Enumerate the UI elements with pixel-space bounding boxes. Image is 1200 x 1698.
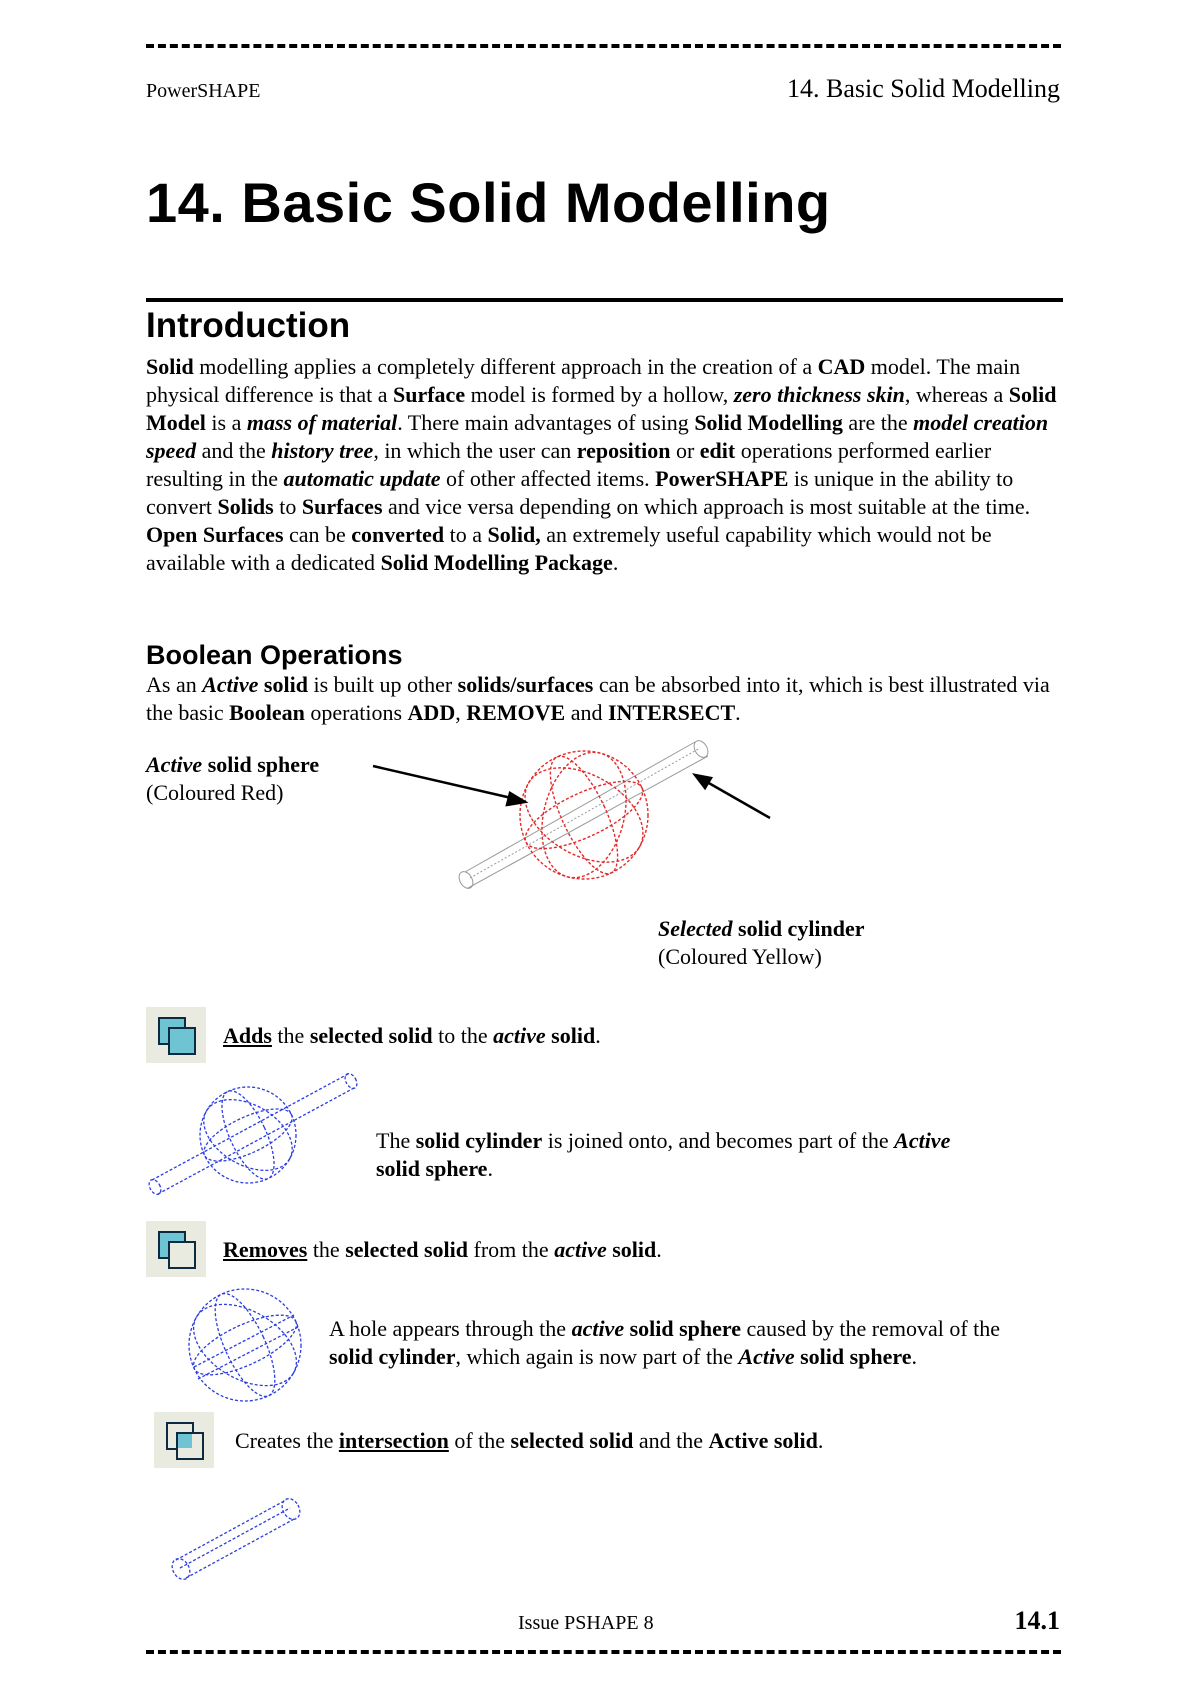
text: .	[595, 1023, 601, 1048]
text: and	[565, 700, 608, 725]
header-rule	[146, 44, 1061, 48]
footer-page-number: 14.1	[1014, 1606, 1060, 1635]
text: to	[273, 494, 302, 519]
text: model is formed by a hollow,	[465, 382, 734, 407]
arrow-to-sphere	[373, 766, 525, 805]
footer-issue: Issue PSHAPE 8	[518, 1612, 654, 1634]
text-bold: Open Surfaces	[146, 522, 284, 547]
text-bold: Solid	[146, 354, 194, 379]
text: can be	[283, 522, 352, 547]
header-product: PowerSHAPE	[146, 80, 261, 102]
remove-icon[interactable]	[146, 1221, 206, 1277]
text-bold: Solid Model	[146, 382, 1057, 435]
text: is joined onto, and becomes part of the	[542, 1128, 895, 1153]
add-description	[223, 1022, 601, 1050]
text: .	[911, 1344, 918, 1369]
text: the	[307, 1237, 346, 1262]
text: caused by the removal of the	[741, 1316, 1001, 1341]
footer-rule	[146, 1650, 1061, 1654]
text-bold: Solid,	[487, 522, 541, 547]
text-bold: solid cylinder	[415, 1128, 543, 1153]
text: .	[735, 700, 741, 725]
text: an extremely useful capability which would not be available with a dedicated	[146, 522, 992, 575]
text-bold: Solid Modelling Package	[380, 550, 613, 575]
text: , whereas a	[904, 382, 1009, 407]
text-bold: edit	[699, 438, 736, 463]
text-bold: Solids	[217, 494, 274, 519]
text-bold: REMOVE	[466, 700, 566, 725]
intersect-description	[235, 1427, 823, 1455]
text-bold: solid sphere	[376, 1156, 488, 1181]
text: of the	[448, 1428, 511, 1453]
text: is built up other	[307, 672, 458, 697]
text-bold: selected solid	[345, 1237, 469, 1262]
text: model. The main physical difference is that a	[146, 354, 1021, 407]
text: to the	[432, 1023, 494, 1048]
text: A hole appears through the	[329, 1316, 572, 1341]
text-bold-underline: Adds	[223, 1023, 272, 1048]
text: of other affected items.	[440, 466, 656, 491]
text: ,	[455, 700, 467, 725]
text: Creates the	[235, 1428, 339, 1453]
remove-result-illustration	[180, 1285, 310, 1405]
text-bold: CAD	[817, 354, 866, 379]
text-bold-italic: active	[571, 1316, 625, 1341]
text: .	[817, 1428, 824, 1453]
text-bold-italic: history tree	[271, 438, 374, 463]
text-bold: INTERSECT	[607, 700, 736, 725]
title-rule	[146, 298, 1063, 302]
add-result-text	[376, 1127, 1036, 1183]
section-heading-boolean: Boolean Operations	[146, 640, 403, 670]
text-bold: PowerSHAPE	[655, 466, 789, 491]
text: As an	[146, 672, 203, 697]
label-active-sphere	[146, 751, 319, 807]
text-bold: solid sphere	[202, 752, 320, 777]
text: , in which the user can	[373, 438, 577, 463]
text-bold: converted	[351, 522, 445, 547]
text-bold-italic: active	[493, 1023, 546, 1048]
text-bold-underline: Removes	[223, 1237, 308, 1262]
text-bold-italic: Selected	[658, 916, 733, 941]
add-result-illustration	[148, 1070, 358, 1200]
text: the	[271, 1023, 310, 1048]
text-bold-italic: zero thickness skin	[733, 382, 905, 407]
text: or	[670, 438, 700, 463]
text-bold-italic: Active	[202, 672, 259, 697]
section-heading-introduction: Introduction	[146, 306, 351, 345]
text: can be absorbed into it, which is best illustrated via the basic	[146, 672, 1050, 725]
text-bold: solid cylinder	[732, 916, 865, 941]
text-bold: Active solid	[708, 1428, 818, 1453]
text-bold-underline: intersection	[338, 1428, 449, 1453]
text: The	[376, 1128, 416, 1153]
intersect-icon[interactable]	[154, 1412, 214, 1468]
text: . There main advantages of using	[397, 410, 695, 435]
text-bold: selected solid	[510, 1428, 634, 1453]
arrow-to-cylinder	[695, 775, 770, 818]
text-bold: solid	[606, 1237, 657, 1262]
text-bold-italic: Active	[894, 1128, 951, 1153]
text-bold: solid	[545, 1023, 596, 1048]
text: is unique in the ability to convert	[146, 466, 1014, 519]
text: to a	[444, 522, 488, 547]
text-bold: reposition	[576, 438, 671, 463]
cylinder-wireframe	[456, 738, 710, 891]
text: .	[656, 1237, 662, 1262]
text: and the	[633, 1428, 709, 1453]
text: operations	[304, 700, 408, 725]
text-bold: Surfaces	[301, 494, 383, 519]
text-bold: Boolean	[229, 700, 305, 725]
text-bold: ADD	[407, 700, 456, 725]
text-bold: solid sphere	[794, 1344, 912, 1369]
text: and vice versa depending on which approach is most suitable at the time.	[382, 494, 1031, 519]
label-selected-cylinder	[658, 915, 865, 971]
text-bold-italic: mass of material	[246, 410, 398, 435]
header-chapter: 14. Basic Solid Modelling	[787, 74, 1060, 103]
text-bold-italic: active	[554, 1237, 607, 1262]
text: (Coloured Yellow)	[658, 944, 822, 969]
intro-paragraph	[146, 353, 1066, 577]
add-icon-square-front	[168, 1027, 196, 1055]
text-bold: solids/surfaces	[457, 672, 594, 697]
intersect-result-illustration	[168, 1490, 308, 1590]
add-icon[interactable]	[146, 1007, 206, 1063]
text-bold: solid cylinder	[329, 1344, 456, 1369]
remove-icon-square-front	[168, 1241, 196, 1269]
text-bold: Solid Modelling	[694, 410, 843, 435]
intersect-icon-overlap	[178, 1434, 192, 1448]
boolean-paragraph	[146, 671, 1066, 727]
text: from the	[468, 1237, 555, 1262]
text: .	[612, 550, 619, 575]
text-bold: solid	[258, 672, 308, 697]
text: modelling applies a completely different approach in the creation of a	[193, 354, 818, 379]
text-bold-italic: Active	[738, 1344, 795, 1369]
boolean-illustration	[370, 730, 790, 910]
remove-result-text	[329, 1315, 1049, 1371]
text-bold-italic: Active	[146, 752, 203, 777]
text-bold: selected solid	[309, 1023, 433, 1048]
text: operations performed earlier resulting in the	[146, 438, 992, 491]
text: is a	[205, 410, 247, 435]
text: are the	[842, 410, 914, 435]
text: and the	[196, 438, 272, 463]
page-title: 14. Basic Solid Modelling	[146, 171, 831, 234]
text: (Coloured Red)	[146, 780, 284, 805]
text: , which again is now part of the	[455, 1344, 739, 1369]
text-bold-italic: automatic update	[283, 466, 441, 491]
sphere-wireframe	[509, 743, 660, 887]
text: .	[487, 1156, 493, 1181]
text-bold-italic: model creation speed	[146, 410, 1049, 463]
text-bold: solid sphere	[624, 1316, 742, 1341]
text-bold: Surface	[393, 382, 466, 407]
remove-description	[223, 1236, 662, 1264]
